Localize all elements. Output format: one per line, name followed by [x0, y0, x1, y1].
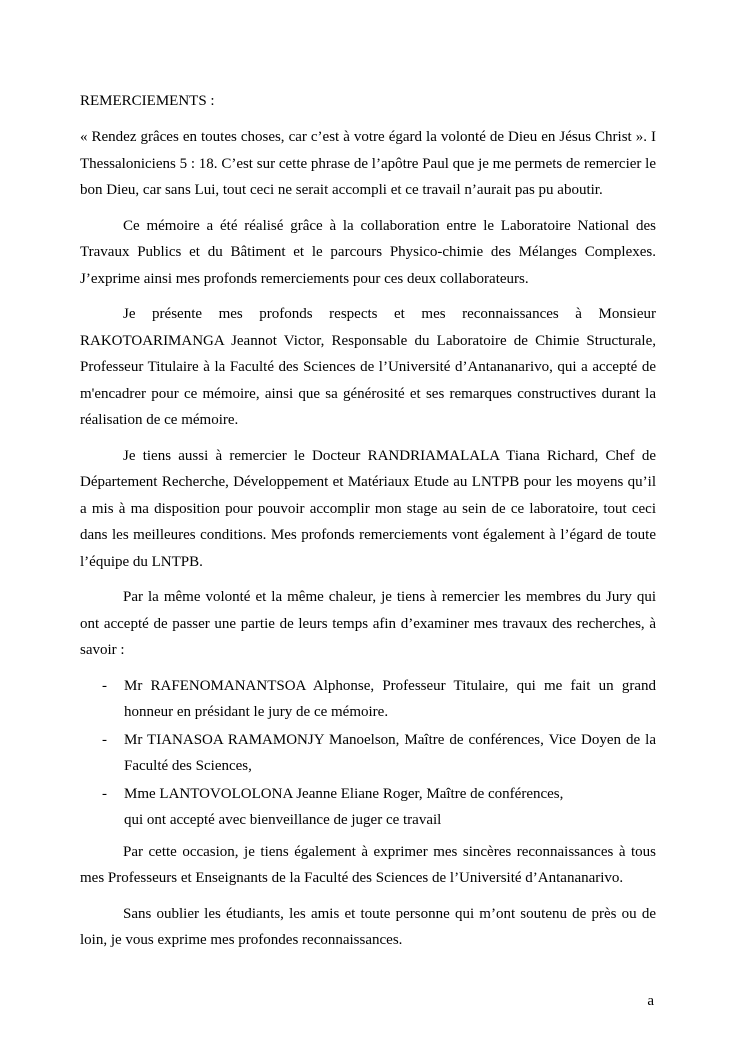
list-item: [80, 781, 656, 833]
jury-list: [80, 673, 656, 833]
paragraph-friends: Sans oublier les étudiants, les amis et toute personne qui m’ont soutenu de près ou de loin, je vous exprime mes profondes reconnaissances.: [80, 905, 656, 948]
paragraph-supervisor: Je présente mes profonds respects et mes reconnaissances à Monsieur RAKOTOARIMANGA Jeannot Victor, Responsable du Laboratoire de Chimie Structurale, Professeur Titulaire à la Faculté des Sciences de l’Université d’Antananarivo, qui a accepté de m'encadrer pour ce mémoire, ainsi que sa générosité et ses remarques constructives durant la réalisation de ce mémoire.: [80, 306, 656, 428]
list-item: [80, 727, 656, 779]
paragraph-collaboration: Ce mémoire a été réalisé grâce à la collaboration entre le Laboratoire National des Travaux Publics et du Bâtiment et le parcours Physico-chimie des Mélanges Complexes. J’exprime ainsi mes profonds remerciements pour ces deux collaborateurs.: [80, 217, 656, 287]
paragraph-professors: Par cette occasion, je tiens également à exprimer mes sincères reconnaissances à tous mes Professeurs et Enseignants de la Faculté des Sciences de l’Université d’Antananarivo.: [80, 843, 656, 886]
list-dash: -: [102, 731, 107, 748]
paragraph-lntpb: Je tiens aussi à remercier le Docteur RANDRIAMALALA Tiana Richard, Chef de Département Recherche, Développement et Matériaux Etude au LNTPB pour les moyens qu’il a mis à ma disposition pour pouvoir accomplir mon stage au sein de ce laboratoire, tout ceci dans les meilleures conditions. Mes profonds remerciements vont également à l’égard de toute l’équipe du LNTPB.: [80, 447, 656, 570]
paragraph-jury-intro: Par la même volonté et la même chaleur, je tiens à remercier les membres du Jury qui ont accepté de passer une partie de leurs temps afin d’examiner mes travaux des recherches, à savoir :: [80, 589, 656, 658]
page-number: a: [647, 993, 654, 1009]
list-item: [80, 673, 656, 725]
paragraph-bible-quote: « Rendez grâces en toutes choses, car c’est à votre égard la volonté de Dieu en Jésus Christ ». I Thessaloniciens 5 : 18. C’est sur cette phrase de l’apôtre Paul que je me permets de remercier le bon Dieu, car sans Lui, tout ceci ne serait accompli et ce travail n’aurait pas pu aboutir.: [80, 129, 656, 198]
page-title: REMERCIEMENTS :: [80, 93, 215, 109]
list-dash: -: [102, 785, 107, 802]
jury-closing-line: qui ont accepté avec bienveillance de juger ce travail: [124, 811, 442, 828]
jury-member-text: Mme LANTOVOLOLONA Jeanne Eliane Roger, Maître de conférences,: [124, 785, 564, 802]
list-dash: -: [102, 677, 107, 694]
jury-member-text: Mr RAFENOMANANTSOA Alphonse, Professeur Titulaire, qui me fait un grand honneur en présidant le jury de ce mémoire.: [124, 677, 656, 720]
page-content: [80, 88, 656, 963]
jury-member-text: Mr TIANASOA RAMAMONJY Manoelson, Maître de conférences, Vice Doyen de la Faculté des Sciences,: [124, 731, 656, 774]
